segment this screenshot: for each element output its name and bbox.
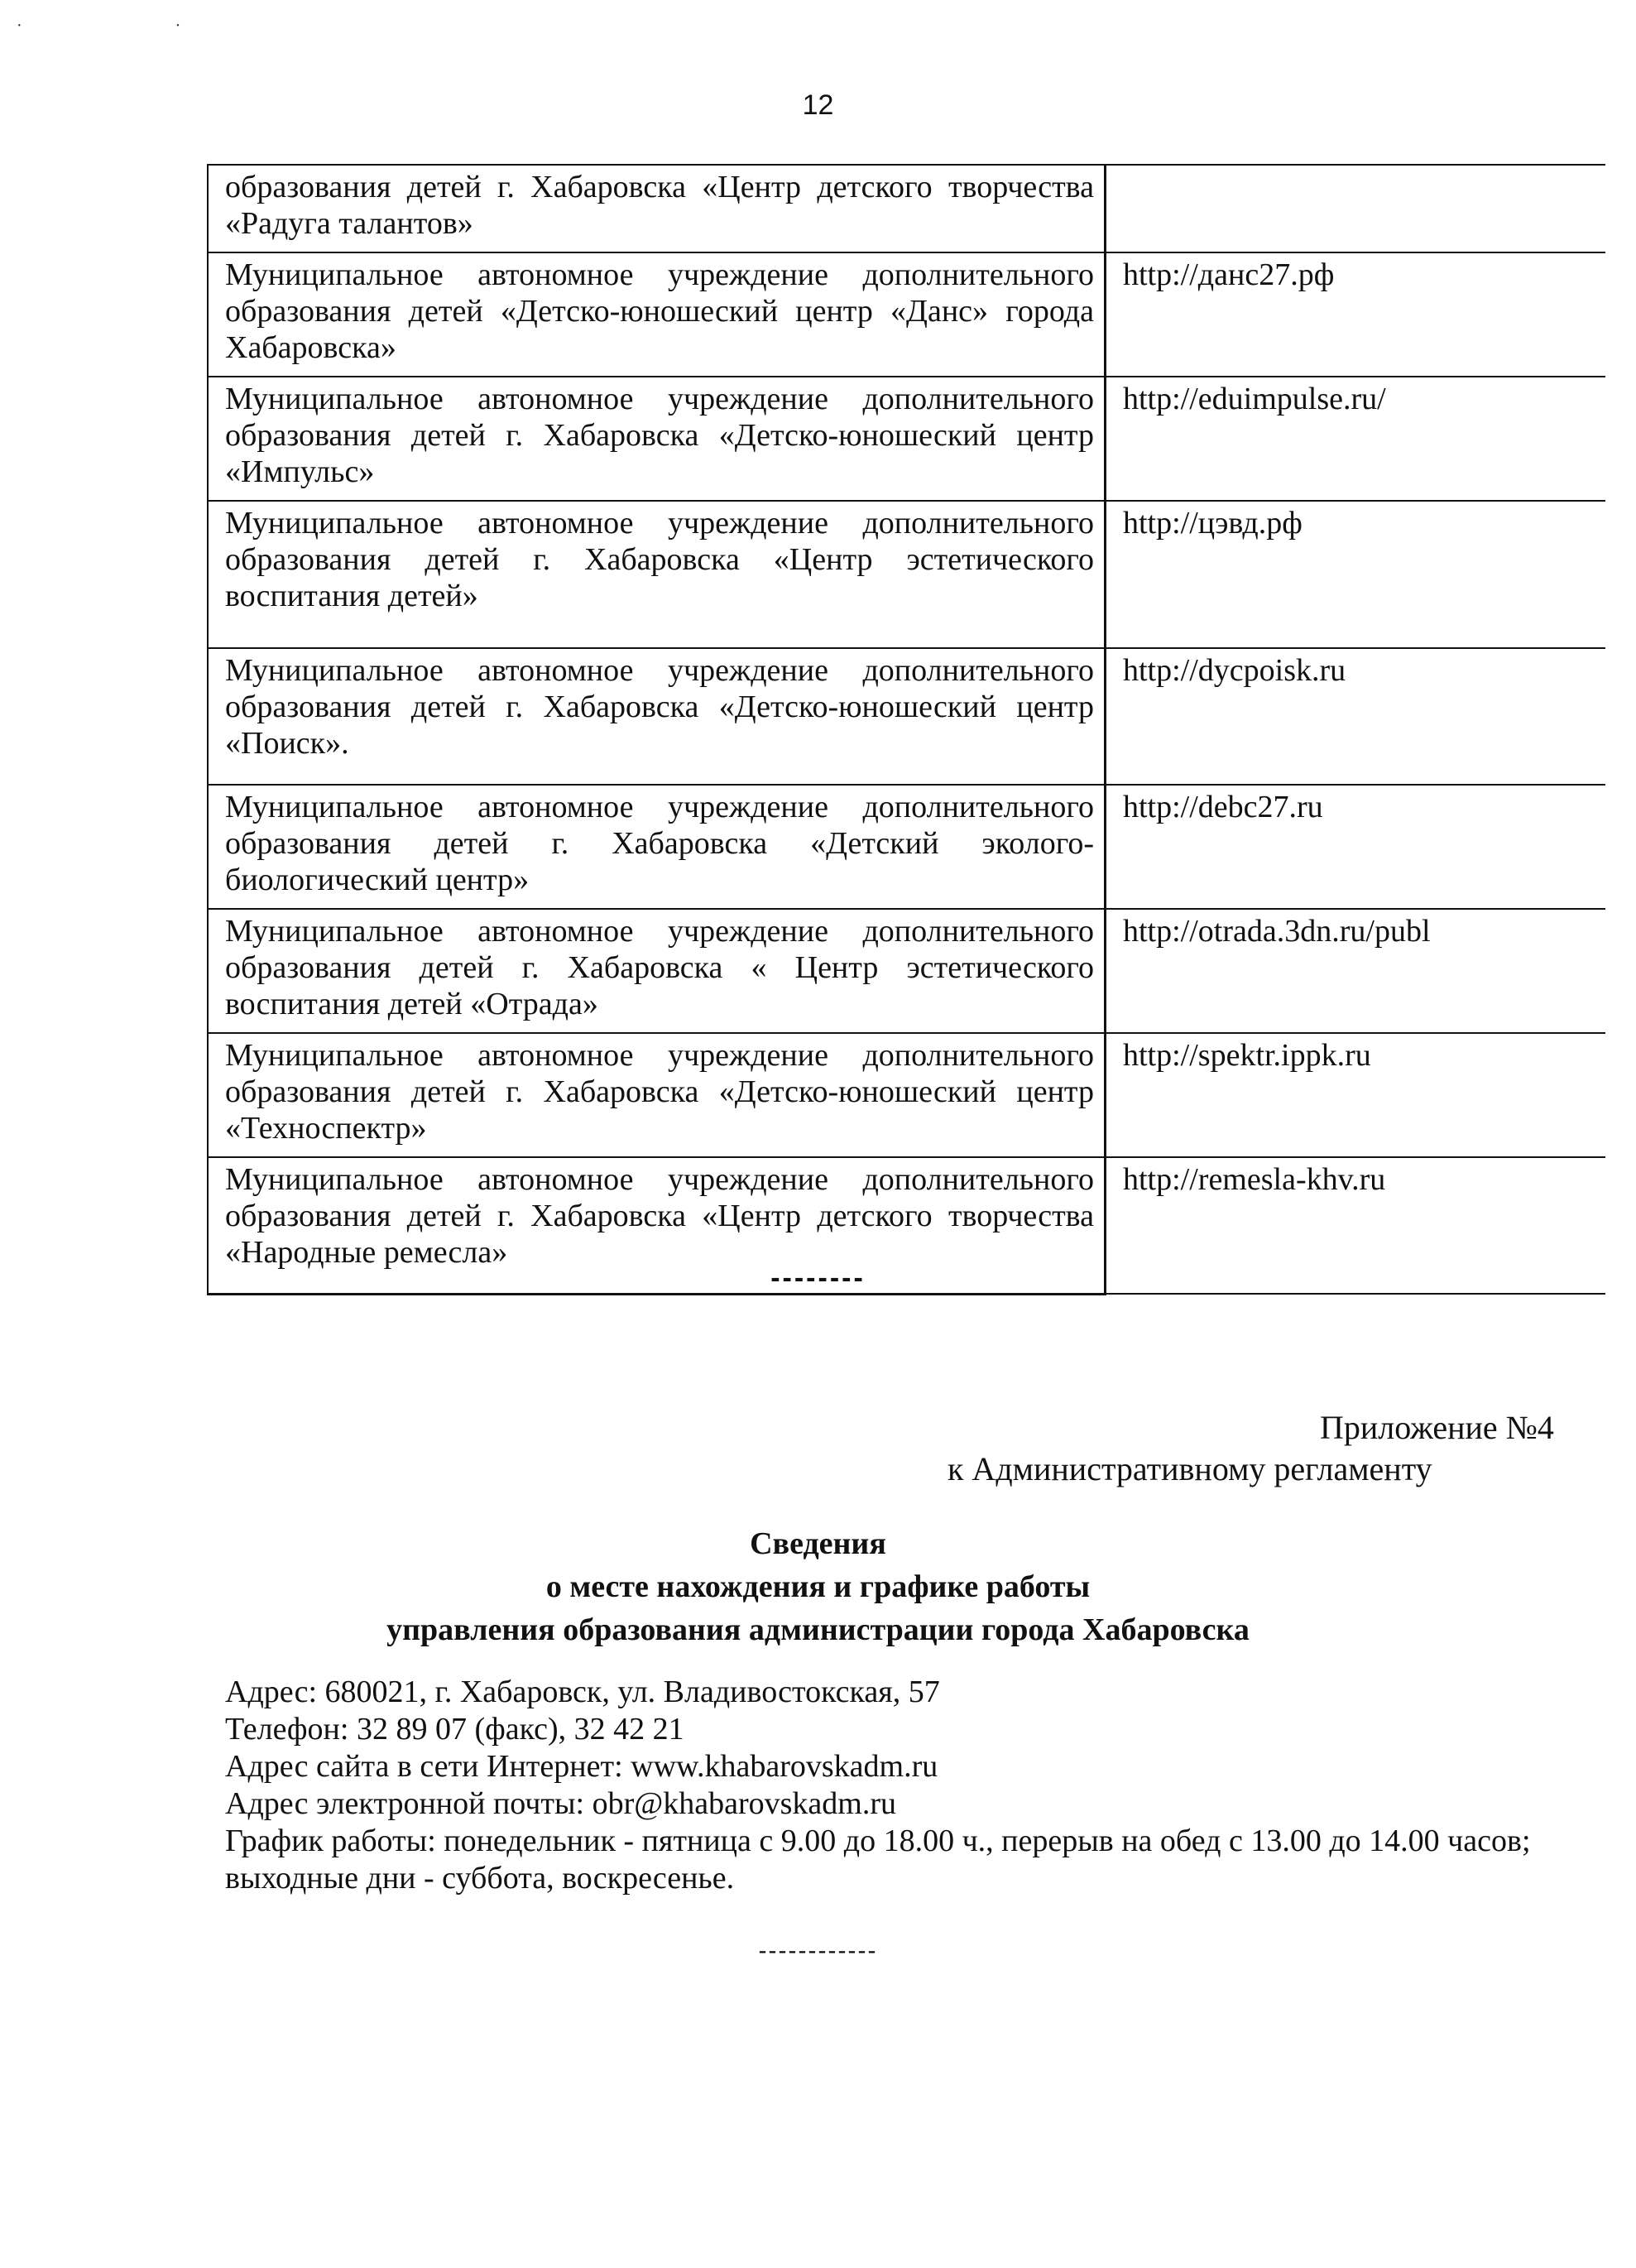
schedule-line: График работы: понедельник - пятница с 9.00 до 18.00 ч., перерыв на обед с 13.00 до 14.00 часов; выходные дни - суббота, воскресенье. (225, 1824, 1531, 1896)
table-row (208, 165, 1605, 252)
table-row (208, 909, 1605, 1033)
contact-info (225, 1674, 1562, 1897)
institutions-table (207, 164, 1605, 1295)
institution-name: Муниципальное автономное учреждение дополнительного образования детей г. Хабаровска «Центр эстетического воспитания детей» (208, 501, 1106, 648)
appendix-number: Приложение №4 (1320, 1409, 1554, 1446)
table-row (208, 252, 1605, 377)
institution-name: Муниципальное автономное учреждение дополнительного образования детей г. Хабаровска «Детско-юношеский центр «Импульс» (208, 377, 1106, 501)
email-line: Адрес электронной почты: obr@khabarovskadm.ru (225, 1786, 897, 1821)
institution-url[interactable]: http://eduimpulse.ru/ (1106, 377, 1606, 501)
institution-name: Муниципальное автономное учреждение дополнительного образования детей г. Хабаровска « Центр эстетического воспитания детей «Отрада» (208, 909, 1106, 1033)
institution-name: Муниципальное автономное учреждение дополнительного образования детей г. Хабаровска «Детский эколого-биологический центр» (208, 785, 1106, 909)
heading-subtitle: о месте нахождения и графике работы (545, 1569, 1091, 1604)
scan-specks: · · (17, 17, 256, 35)
institution-name: Муниципальное автономное учреждение дополнительного образования детей г. Хабаровска «Центр детского творчества «Народные ремесла» (208, 1157, 1106, 1294)
institution-name: Муниципальное автономное учреждение дополнительного образования детей г. Хабаровска «Детско-юношеский центр «Поиск». (208, 648, 1106, 785)
table-row (208, 501, 1605, 648)
institution-name: Муниципальное автономное учреждение дополнительного образования детей «Детско-юношеский центр «Данс» города Хабаровска» (208, 252, 1106, 377)
address-line: Адрес: 680021, г. Хабаровск, ул. Владивостокская, 57 (225, 1675, 940, 1709)
website-line: Адрес сайта в сети Интернет: www.khabarovskadm.ru (225, 1749, 938, 1784)
section-separator: -------- (770, 1262, 866, 1294)
institution-url[interactable] (1106, 165, 1606, 252)
institution-name: образования детей г. Хабаровска «Центр детского творчества «Радуга талантов» (208, 165, 1106, 252)
table-row (208, 648, 1605, 785)
table-row (208, 785, 1605, 909)
institution-url[interactable]: http://spektr.ippk.ru (1106, 1033, 1606, 1157)
institution-name: Муниципальное автономное учреждение дополнительного образования детей г. Хабаровска «Детско-юношеский центр «Техноспектр» (208, 1033, 1106, 1157)
end-separator: ------------ (758, 1937, 878, 1964)
institution-url[interactable]: http://otrada.3dn.ru/publ (1106, 909, 1606, 1033)
phone-line: Телефон: 32 89 07 (факс), 32 42 21 (225, 1712, 684, 1747)
table-row (208, 377, 1605, 501)
appendix-reference: к Административному регламенту (948, 1450, 1432, 1487)
heading-title: Сведения (750, 1526, 886, 1561)
heading-organization: управления образования администрации города Хабаровска (386, 1612, 1250, 1647)
table-row (208, 1033, 1605, 1157)
institution-url[interactable]: http://debc27.ru (1106, 785, 1606, 909)
institution-url[interactable]: http://dycpoisk.ru (1106, 648, 1606, 785)
institution-url[interactable]: http://remesla-khv.ru (1106, 1157, 1606, 1294)
page-number: 12 (802, 89, 834, 121)
institution-url[interactable]: http://цэвд.рф (1106, 501, 1606, 648)
institution-url[interactable]: http://данс27.рф (1106, 252, 1606, 377)
